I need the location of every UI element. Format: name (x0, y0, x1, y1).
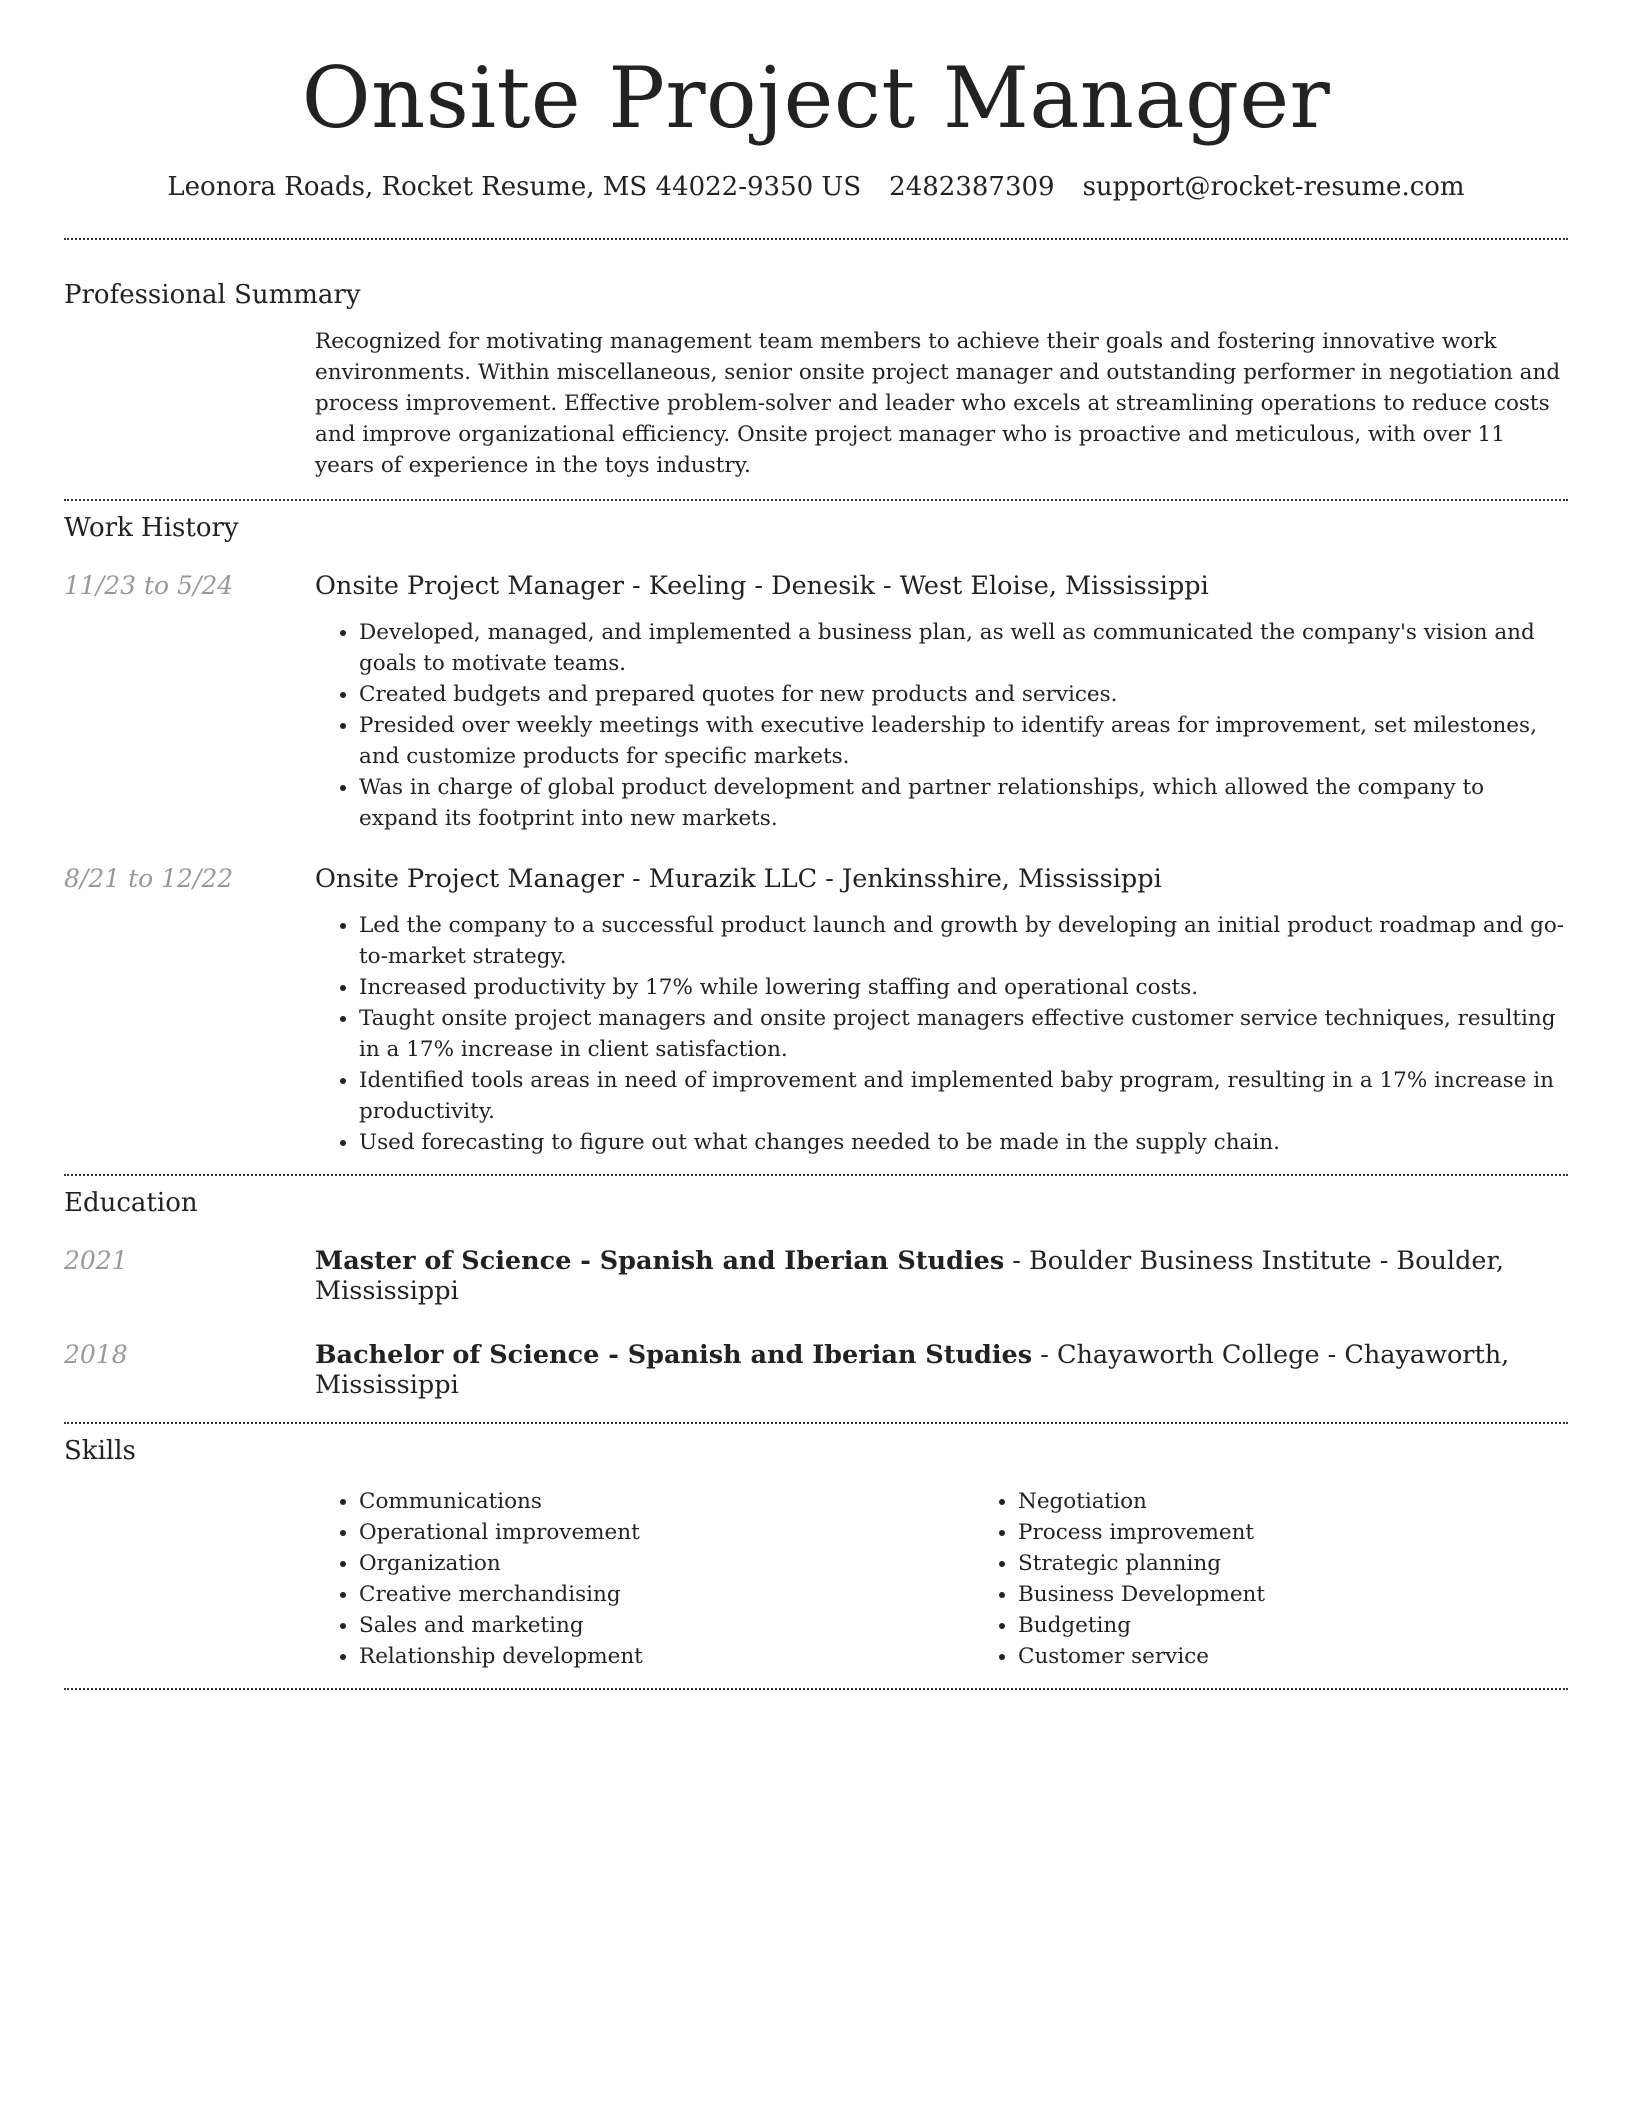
contact-address: Leonora Roads, Rocket Resume, MS 44022-9350 US (167, 172, 862, 202)
section-heading-summary: Professional Summary (64, 280, 361, 310)
list-item: • Creative merchandising (359, 1579, 974, 1610)
list-item: • Increased productivity by 17% while lowering staffing and operational costs. (359, 972, 1568, 1003)
contact-line (64, 172, 1568, 202)
contact-phone: 2482387309 (889, 172, 1055, 202)
section-heading-work: Work History (64, 513, 239, 543)
list-item: • Business Development (1018, 1579, 1632, 1610)
summary-row (64, 326, 1568, 481)
job-bullets (315, 910, 1568, 1158)
divider-summary (64, 499, 1568, 501)
list-item: • Presided over weekly meetings with executive leadership to identify areas for improvement, set milestones, and customize products for specific markets. (359, 710, 1568, 772)
education-degree: Master of Science - Spanish and Iberian Studies (315, 1246, 1005, 1276)
list-item: • Strategic planning (1018, 1548, 1632, 1579)
section-heading-education: Education (64, 1188, 198, 1218)
job-entry (64, 571, 1568, 834)
list-item: • Identified tools areas in need of improvement and implemented baby program, resulting in a 17% increase in productivity. (359, 1065, 1568, 1127)
education-line (315, 1246, 1568, 1306)
skills-list-right (974, 1486, 1632, 1672)
skills-columns (315, 1486, 1632, 1672)
list-item: • Operational improvement (359, 1517, 974, 1548)
education-year: 2021 (64, 1246, 128, 1275)
list-item: • Taught onsite project managers and onsite project managers effective customer service techniques, resulting in a 17% increase in client satisfaction. (359, 1003, 1568, 1065)
list-item: • Developed, managed, and implemented a business plan, as well as communicated the company's vision and goals to motivate teams. (359, 617, 1568, 679)
list-item: • Used forecasting to figure out what changes needed to be made in the supply chain. (359, 1127, 1568, 1158)
skills-row (64, 1486, 1568, 1672)
education-entry (64, 1340, 1568, 1400)
list-item: • Sales and marketing (359, 1610, 974, 1641)
list-item: • Was in charge of global product development and partner relationships, which allowed the company to expand its footprint into new markets. (359, 772, 1568, 834)
job-dates: 8/21 to 12/22 (64, 864, 234, 893)
contact-email: support@rocket-resume.com (1082, 172, 1465, 202)
list-item: • Budgeting (1018, 1610, 1632, 1641)
list-item: • Customer service (1018, 1641, 1632, 1672)
divider-skills (64, 1688, 1568, 1690)
education-school: - Chayaworth College - Chayaworth, Mississippi (315, 1340, 1510, 1400)
resume-page (64, 0, 1568, 1690)
summary-text: Recognized for motivating management team members to achieve their goals and fostering innovative work environments. Within miscellaneous, senior onsite project manager and outstanding performer in negotiation and process improvement. Effective problem-solver and leader who excels at streamlining operations to reduce costs and improve organizational efficiency. Onsite project manager who is proactive and meticulous, with over 11 years of experience in the toys industry. (315, 329, 1561, 478)
job-title: Onsite Project Manager - Murazik LLC - Jenkinsshire, Mississippi (315, 864, 1162, 894)
education-year: 2018 (64, 1340, 128, 1369)
list-item: • Negotiation (1018, 1486, 1632, 1517)
list-item: • Led the company to a successful product launch and growth by developing an initial product roadmap and go-to-market strategy. (359, 910, 1568, 972)
list-item: • Process improvement (1018, 1517, 1632, 1548)
divider-work (64, 1174, 1568, 1176)
list-item: • Communications (359, 1486, 974, 1517)
job-dates: 11/23 to 5/24 (64, 571, 234, 600)
list-item: • Created budgets and prepared quotes for new products and services. (359, 679, 1568, 710)
section-heading-skills: Skills (64, 1436, 136, 1466)
divider-header (64, 238, 1568, 240)
divider-education (64, 1422, 1568, 1424)
education-school: - Boulder Business Institute - Boulder, Mississippi (315, 1246, 1504, 1306)
list-item: • Relationship development (359, 1641, 974, 1672)
education-entry (64, 1246, 1568, 1306)
list-item: • Organization (359, 1548, 974, 1579)
education-degree: Bachelor of Science - Spanish and Iberian Studies (315, 1340, 1033, 1370)
job-entry (64, 864, 1568, 1158)
job-bullets (315, 617, 1568, 834)
skills-list-left (315, 1486, 974, 1672)
page-title: Onsite Project Manager (301, 49, 1331, 147)
job-title: Onsite Project Manager - Keeling - Denesik - West Eloise, Mississippi (315, 571, 1209, 601)
education-line (315, 1340, 1568, 1400)
